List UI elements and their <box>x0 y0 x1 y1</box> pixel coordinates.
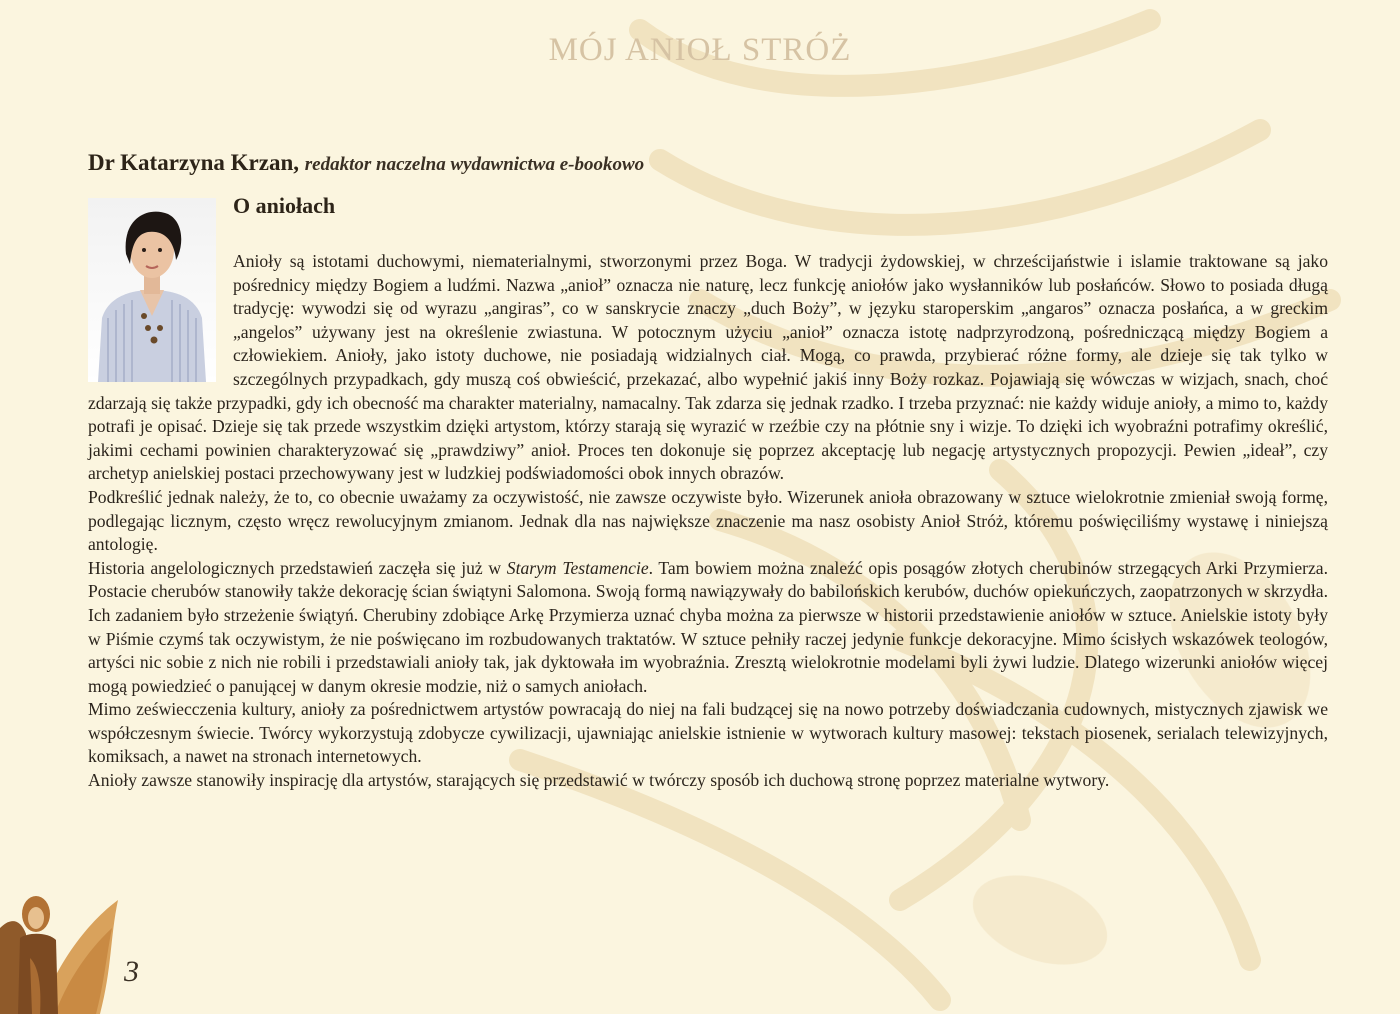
paragraph-3-rest: . Tam bowiem można znaleźć opis posągów złotych cherubinów strzegących Arki Przymierza. Postacie cherubów stanowiły także dekorację ścian świątyni Salomona. Swoją formą nawiązywały do babilońskich kerubów, duchów opiekuńczych, zaopatrzonych w skrzydła. Ich zadaniem było strzeżenie świątyń. Cherubiny zdobiące Arkę Przymierza uznać chyba można za pierwsze w historii przedstawienie aniołów w sztuce. Anielskie istoty były w Piśmie czymś tak oczywistym, że nie poświęcano im rozbudowanych traktatów. W sztuce pełniły raczej jedynie funkcje dekoracyjne. Mimo ścisłych wskazówek teologów, artyści nic sobie z nich nie robili i przedstawiali anioły tak, jak dyktowała im wyobraźnia. Zresztą wielokrotnie modelami byli żywi ludzie. Dlatego wizerunki aniołów więcej mogą powiedzieć o panującej w danym okresie modzie, niż o samych aniołach. <box>88 557 1329 696</box>
angel-figure-illustration <box>0 888 125 1014</box>
section-title: O aniołach <box>233 193 336 218</box>
paragraph-5: Anioły zawsze stanowiły inspirację dla artystów, starających się przedstawić w twórczy sposób ich duchową stronę poprzez materialne wytwory. <box>88 770 1110 791</box>
paragraph-3-lead: Historia angelologicznych przedstawień zaczęła się już w <box>88 557 507 578</box>
author-role: redaktor naczelna wydawnictwa e-bookowo <box>304 154 645 175</box>
article-body <box>88 250 1328 793</box>
author-name: Dr Katarzyna Krzan, <box>88 150 300 175</box>
paragraph-1 <box>88 250 1328 486</box>
paragraph-3-title-italic: Starym Testamencie <box>506 557 649 578</box>
paragraph-1-text: Anioły są istotami duchowymi, niematerialnymi, stworzonymi przez Boga. W tradycji żydowskiej, w chrześcijaństwie i islamie traktowane są jako pośrednicy między Bogiem a ludźmi. Nazwa „anioł” oznacza nie naturę, lecz funkcję aniołów jako wysłanników lub posłańców. Słowo to posiada długą tradycję: wywodzi się od wyrazu „angiras”, co w sanskrycie znaczy „duch Boży”, w języku staroperskim „angaros” oznacza posłańca, a w greckim „angelos” używany jest na określenie zwiastuna. W potocznym użyciu „anioł” oznacza istotę nadprzyrodzoną, pośredniczącą między Bogiem a człowiekiem. Anioły, jako istoty duchowe, nie posiadają widzialnych ciał. Mogą, co prawda, przybierać różne formy, ale dzieje się tak tylko w szczególnych przypadkach, gdy muszą coś obwieścić, przekazać, albo wypełnić jakiś inny Boży rozkaz. Pojawiają się wówczas w wizjach, snach, choć zdarzają się także przypadki, gdy ich obecność ma charakter materialny, namacalny. Tak zdarza się jednak rzadko. I trzeba przyznać: nie każdy widuje anioły, a mimo to, każdy potrafi je opisać. Dzieje się tak przede wszystkim dzięki artystom, którzy starają się wyrazić w rzeźbie czy na płótnie sny i wizje. To dzięki ich wyobraźni potrafimy określić, jakimi cechami powinien charakteryzować się „prawdziwy” anioł. Proces ten dokonuje się poprzez akceptację lub negację artystycznych propozycji. Pewien „ideał”, czy archetyp anielskiej postaci przechowywany jest w ludzkiej podświadomości obok innych obrazów. <box>88 251 1328 484</box>
paragraph-2: Podkreślić jednak należy, że to, co obecnie uważamy za oczywistość, nie zawsze oczywiste było. Wizerunek anioła obrazowany w sztuce wielokrotnie zmieniał swoją formę, podlegając licznym, często wręcz rewolucyjnym zmianom. Jednak dla nas największe znaczenie ma nasz osobisty Anioł Stróż, któremu poświęciliśmy wystawę i niniejszą antologię. <box>88 486 1328 555</box>
page-number: 3 <box>124 955 139 988</box>
portrait-float-spacer <box>88 250 233 380</box>
paragraph-4: Mimo zeświecczenia kultury, anioły za pośrednictwem artystów powracają do niej na fali budzącej się na nowo potrzeby doświadczania cudownych, mistycznych zjawisk we współczesnym świecie. Twórcy wykorzystują zdobycze cywilizacji, ujawniając anielskie istnienie w wytworach kultury masowej: tekstach piosenek, serialach telewizyjnych, komiksach, a nawet na stronach internetowych. <box>88 699 1328 767</box>
author-line <box>88 150 644 176</box>
paragraph-3 <box>88 557 1328 699</box>
page-header-title: MÓJ ANIOŁ STRÓŻ <box>548 32 852 68</box>
